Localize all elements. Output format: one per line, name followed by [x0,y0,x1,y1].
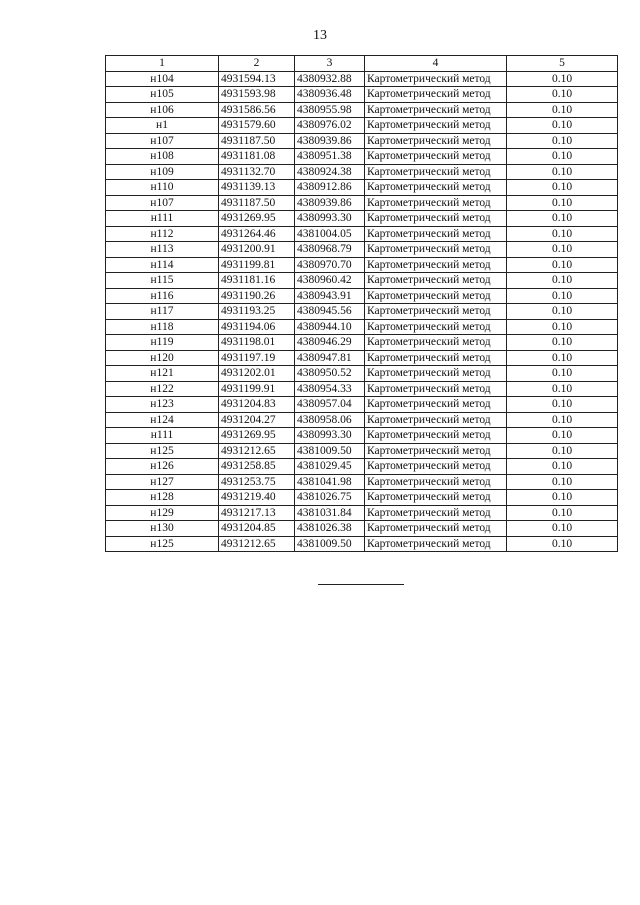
y-coordinate-cell: 4381041.98 [295,474,365,490]
table-row [106,350,618,366]
x-coordinate-cell: 4931219.40 [219,490,295,506]
error-cell: 0.10 [507,381,618,397]
method-cell: Картометрический метод [365,459,507,475]
error-cell: 0.10 [507,459,618,475]
x-coordinate-cell: 4931269.95 [219,211,295,227]
point-id-cell: н114 [106,257,219,273]
error-cell: 0.10 [507,319,618,335]
x-coordinate-cell: 4931197.19 [219,350,295,366]
x-coordinate-cell: 4931181.08 [219,149,295,165]
table-row [106,180,618,196]
y-coordinate-cell: 4380912.86 [295,180,365,196]
point-id-cell: н107 [106,195,219,211]
point-id-cell: н104 [106,71,219,87]
y-coordinate-cell: 4380958.06 [295,412,365,428]
point-id-cell: н128 [106,490,219,506]
point-id-cell: н116 [106,288,219,304]
method-cell: Картометрический метод [365,133,507,149]
table-row [106,490,618,506]
point-id-cell: н126 [106,459,219,475]
table-header [106,56,618,72]
table-row [106,242,618,258]
point-id-cell: н125 [106,443,219,459]
x-coordinate-cell: 4931253.75 [219,474,295,490]
method-cell: Картометрический метод [365,521,507,537]
method-cell: Картометрический метод [365,381,507,397]
x-coordinate-cell: 4931204.85 [219,521,295,537]
point-id-cell: н129 [106,505,219,521]
x-coordinate-cell: 4931187.50 [219,195,295,211]
table-row [106,536,618,552]
table-row [106,474,618,490]
x-coordinate-cell: 4931212.65 [219,536,295,552]
table-row [106,149,618,165]
table-row [106,164,618,180]
y-coordinate-cell: 4381009.50 [295,536,365,552]
x-coordinate-cell: 4931586.56 [219,102,295,118]
method-cell: Картометрический метод [365,304,507,320]
y-coordinate-cell: 4380936.48 [295,87,365,103]
table-row [106,226,618,242]
error-cell: 0.10 [507,490,618,506]
table-row [106,443,618,459]
table-row [106,412,618,428]
error-cell: 0.10 [507,536,618,552]
header-cell-5: 5 [507,56,618,72]
x-coordinate-cell: 4931579.60 [219,118,295,134]
error-cell: 0.10 [507,428,618,444]
point-id-cell: н109 [106,164,219,180]
method-cell: Картометрический метод [365,288,507,304]
error-cell: 0.10 [507,366,618,382]
error-cell: 0.10 [507,273,618,289]
table-row [106,335,618,351]
error-cell: 0.10 [507,133,618,149]
table-row [106,71,618,87]
x-coordinate-cell: 4931204.83 [219,397,295,413]
point-id-cell: н1 [106,118,219,134]
table-row [106,195,618,211]
error-cell: 0.10 [507,397,618,413]
x-coordinate-cell: 4931198.01 [219,335,295,351]
y-coordinate-cell: 4380946.29 [295,335,365,351]
error-cell: 0.10 [507,443,618,459]
header-cell-3: 3 [295,56,365,72]
x-coordinate-cell: 4931132.70 [219,164,295,180]
point-id-cell: н115 [106,273,219,289]
y-coordinate-cell: 4380976.02 [295,118,365,134]
error-cell: 0.10 [507,288,618,304]
x-coordinate-cell: 4931594.13 [219,71,295,87]
point-id-cell: н118 [106,319,219,335]
x-coordinate-cell: 4931199.81 [219,257,295,273]
x-coordinate-cell: 4931202.01 [219,366,295,382]
point-id-cell: н130 [106,521,219,537]
method-cell: Картометрический метод [365,366,507,382]
error-cell: 0.10 [507,505,618,521]
table-row [106,288,618,304]
y-coordinate-cell: 4380970.70 [295,257,365,273]
method-cell: Картометрический метод [365,443,507,459]
end-divider [318,584,404,585]
point-id-cell: н121 [106,366,219,382]
table-row [106,118,618,134]
method-cell: Картометрический метод [365,505,507,521]
point-id-cell: н125 [106,536,219,552]
x-coordinate-cell: 4931187.50 [219,133,295,149]
point-id-cell: н124 [106,412,219,428]
method-cell: Картометрический метод [365,87,507,103]
point-id-cell: н119 [106,335,219,351]
error-cell: 0.10 [507,474,618,490]
table-row [106,366,618,382]
x-coordinate-cell: 4931217.13 [219,505,295,521]
y-coordinate-cell: 4381029.45 [295,459,365,475]
method-cell: Картометрический метод [365,118,507,134]
method-cell: Картометрический метод [365,149,507,165]
table-row [106,87,618,103]
point-id-cell: н122 [106,381,219,397]
header-row [106,56,618,72]
error-cell: 0.10 [507,180,618,196]
method-cell: Картометрический метод [365,102,507,118]
x-coordinate-cell: 4931199.91 [219,381,295,397]
y-coordinate-cell: 4381026.38 [295,521,365,537]
error-cell: 0.10 [507,149,618,165]
y-coordinate-cell: 4381004.05 [295,226,365,242]
point-id-cell: н123 [106,397,219,413]
x-coordinate-cell: 4931200.91 [219,242,295,258]
error-cell: 0.10 [507,521,618,537]
error-cell: 0.10 [507,335,618,351]
y-coordinate-cell: 4380924.38 [295,164,365,180]
point-id-cell: н107 [106,133,219,149]
y-coordinate-cell: 4380954.33 [295,381,365,397]
method-cell: Картометрический метод [365,474,507,490]
point-id-cell: н120 [106,350,219,366]
x-coordinate-cell: 4931190.26 [219,288,295,304]
y-coordinate-cell: 4380932.88 [295,71,365,87]
header-cell-4: 4 [365,56,507,72]
table-row [106,211,618,227]
error-cell: 0.10 [507,242,618,258]
point-id-cell: н110 [106,180,219,196]
point-id-cell: н113 [106,242,219,258]
header-cell-2: 2 [219,56,295,72]
y-coordinate-cell: 4380955.98 [295,102,365,118]
table-row [106,133,618,149]
method-cell: Картометрический метод [365,273,507,289]
table-row [106,273,618,289]
table-row [106,381,618,397]
error-cell: 0.10 [507,257,618,273]
x-coordinate-cell: 4931269.95 [219,428,295,444]
method-cell: Картометрический метод [365,164,507,180]
table-row [106,505,618,521]
y-coordinate-cell: 4380944.10 [295,319,365,335]
method-cell: Картометрический метод [365,71,507,87]
point-id-cell: н117 [106,304,219,320]
y-coordinate-cell: 4381009.50 [295,443,365,459]
method-cell: Картометрический метод [365,195,507,211]
table-row [106,319,618,335]
method-cell: Картометрический метод [365,490,507,506]
x-coordinate-cell: 4931204.27 [219,412,295,428]
method-cell: Картометрический метод [365,319,507,335]
error-cell: 0.10 [507,412,618,428]
x-coordinate-cell: 4931264.46 [219,226,295,242]
point-id-cell: н112 [106,226,219,242]
table-row [106,257,618,273]
y-coordinate-cell: 4380939.86 [295,133,365,149]
point-id-cell: н106 [106,102,219,118]
method-cell: Картометрический метод [365,335,507,351]
y-coordinate-cell: 4380993.30 [295,428,365,444]
point-id-cell: н105 [106,87,219,103]
error-cell: 0.10 [507,304,618,320]
method-cell: Картометрический метод [365,211,507,227]
point-id-cell: н111 [106,428,219,444]
error-cell: 0.10 [507,87,618,103]
method-cell: Картометрический метод [365,536,507,552]
y-coordinate-cell: 4381026.75 [295,490,365,506]
x-coordinate-cell: 4931181.16 [219,273,295,289]
table-row [106,397,618,413]
table-row [106,521,618,537]
y-coordinate-cell: 4380957.04 [295,397,365,413]
x-coordinate-cell: 4931193.25 [219,304,295,320]
table-row [106,304,618,320]
x-coordinate-cell: 4931194.06 [219,319,295,335]
error-cell: 0.10 [507,71,618,87]
x-coordinate-cell: 4931212.65 [219,443,295,459]
header-cell-1: 1 [106,56,219,72]
y-coordinate-cell: 4380968.79 [295,242,365,258]
y-coordinate-cell: 4380943.91 [295,288,365,304]
table-row [106,102,618,118]
point-id-cell: н127 [106,474,219,490]
x-coordinate-cell: 4931593.98 [219,87,295,103]
error-cell: 0.10 [507,195,618,211]
x-coordinate-cell: 4931139.13 [219,180,295,196]
method-cell: Картометрический метод [365,257,507,273]
y-coordinate-cell: 4380951.38 [295,149,365,165]
y-coordinate-cell: 4380993.30 [295,211,365,227]
error-cell: 0.10 [507,118,618,134]
error-cell: 0.10 [507,226,618,242]
method-cell: Картометрический метод [365,397,507,413]
point-id-cell: н111 [106,211,219,227]
table-row [106,459,618,475]
y-coordinate-cell: 4381031.84 [295,505,365,521]
error-cell: 0.10 [507,211,618,227]
y-coordinate-cell: 4380950.52 [295,366,365,382]
y-coordinate-cell: 4380960.42 [295,273,365,289]
method-cell: Картометрический метод [365,226,507,242]
method-cell: Картометрический метод [365,242,507,258]
method-cell: Картометрический метод [365,412,507,428]
point-id-cell: н108 [106,149,219,165]
error-cell: 0.10 [507,164,618,180]
error-cell: 0.10 [507,350,618,366]
page-number: 13 [313,28,327,43]
table-row [106,428,618,444]
x-coordinate-cell: 4931258.85 [219,459,295,475]
error-cell: 0.10 [507,102,618,118]
table-body [106,71,618,552]
y-coordinate-cell: 4380947.81 [295,350,365,366]
method-cell: Картометрический метод [365,350,507,366]
y-coordinate-cell: 4380939.86 [295,195,365,211]
y-coordinate-cell: 4380945.56 [295,304,365,320]
coordinates-table [105,55,618,552]
method-cell: Картометрический метод [365,180,507,196]
method-cell: Картометрический метод [365,428,507,444]
